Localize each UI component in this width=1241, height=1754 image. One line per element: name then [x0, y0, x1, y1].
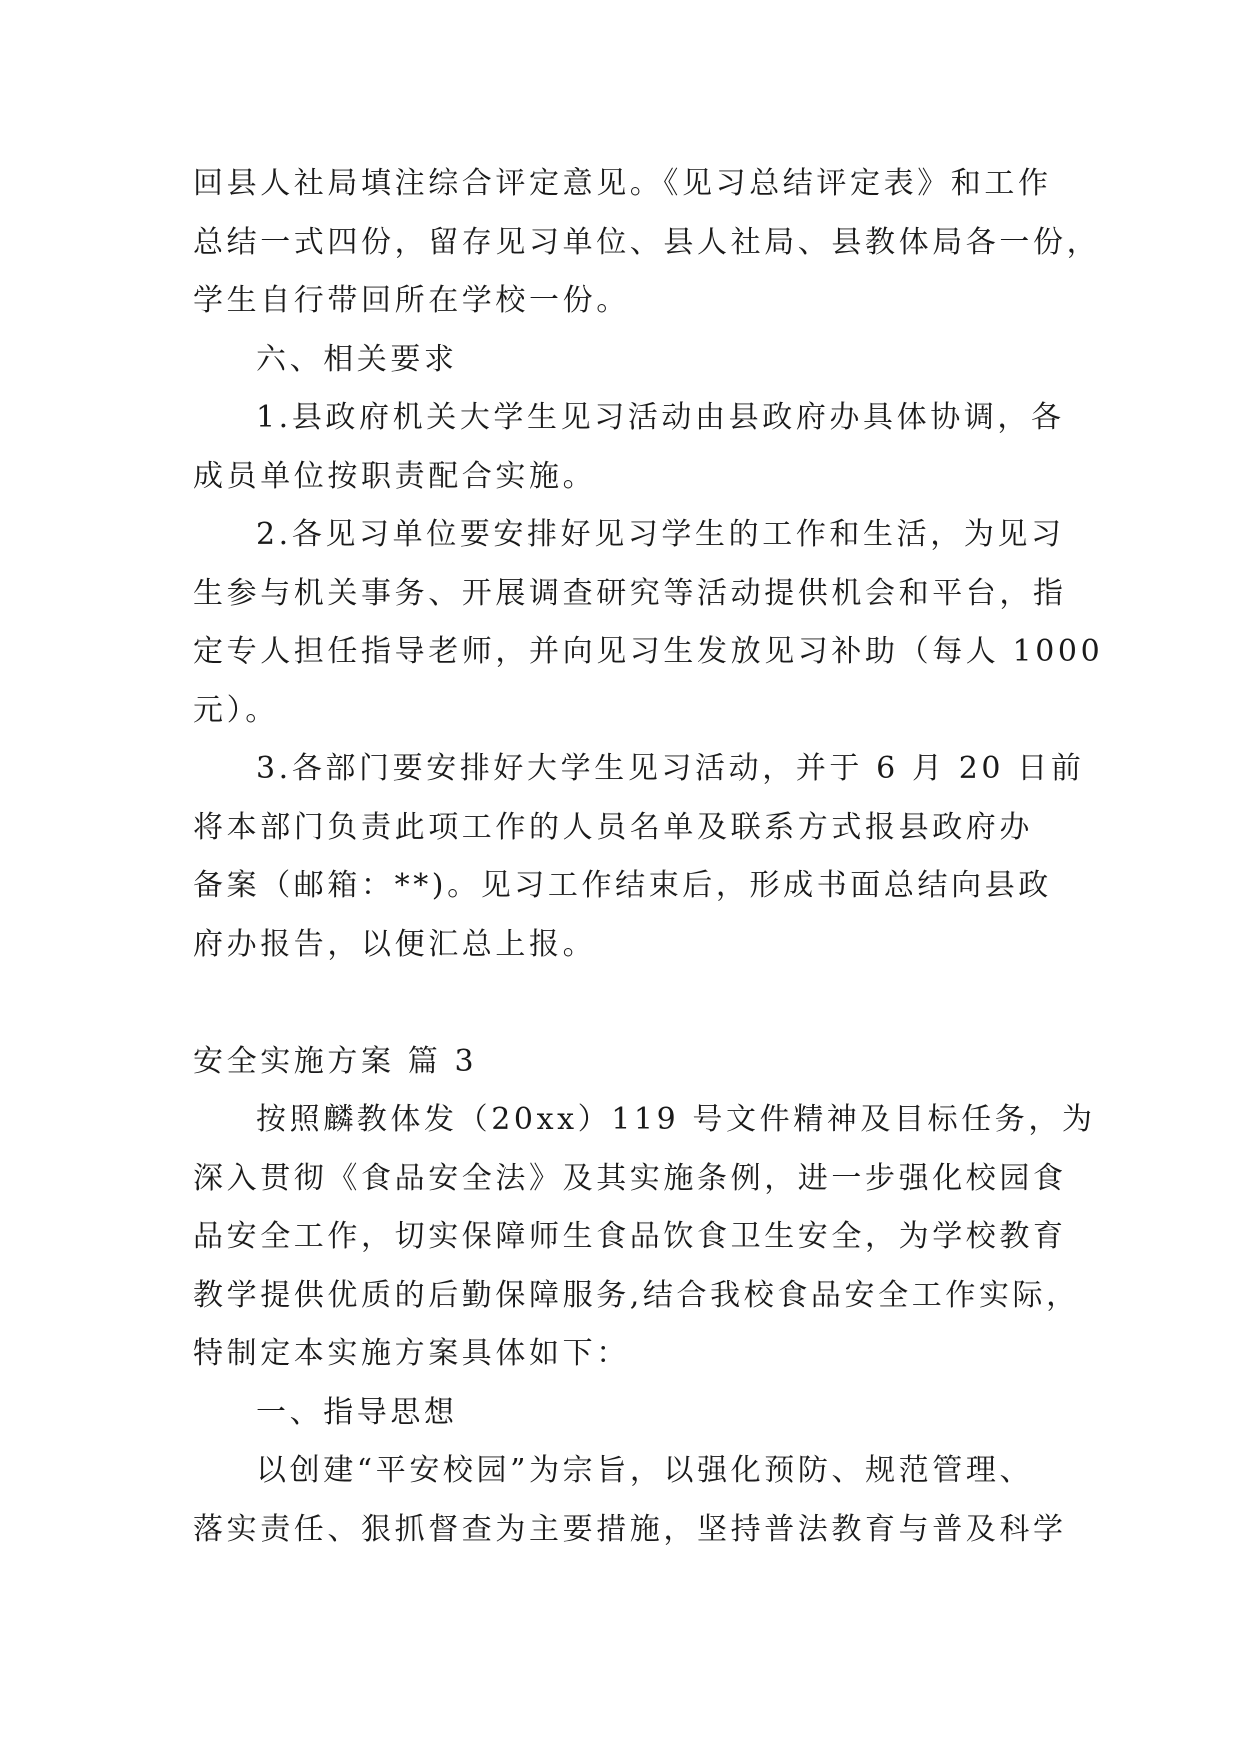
paragraph-gap [193, 974, 1063, 1033]
text-line: 生参与机关事务、开展调查研究等活动提供机会和平台，指 [193, 575, 1067, 611]
text-line: 深入贯彻《食品安全法》及其实施条例，进一步强化校园食 [193, 1160, 1067, 1196]
document-body [193, 155, 1104, 1559]
section-heading: 一、指导思想 [256, 1394, 458, 1430]
section-heading: 六、相关要求 [256, 341, 458, 377]
text-line: 教学提供优质的后勤保障服务,结合我校食品安全工作实际， [193, 1277, 1080, 1313]
text-line: 将本部门负责此项工作的人员名单及联系方式报县政府办 [193, 809, 1033, 845]
text-line: 备案（邮箱：**)。见习工作结束后，形成书面总结向县政 [193, 868, 1052, 903]
text-line: 府办报告，以便汇总上报。 [193, 926, 597, 962]
text-line: 按照麟教体发（20xx）119 号文件精神及目标任务，为 [256, 1102, 1096, 1137]
text-line: 回县人社局填注综合评定意见。《见习总结评定表》和工作 [193, 166, 1052, 201]
section-title: 安全实施方案 篇 3 [193, 1043, 478, 1079]
text-line: 品安全工作，切实保障师生食品饮食卫生安全，为学校教育 [193, 1219, 1067, 1254]
text-line: 成员单位按职责配合实施。 [193, 458, 597, 494]
text-line: 以创建“平安校园”为宗旨，以强化预防、规范管理、 [256, 1453, 1034, 1488]
text-line: 特制定本实施方案具体如下： [193, 1336, 630, 1371]
text-line: 2.各见习单位要安排好见习学生的工作和生活，为见习 [256, 517, 1065, 552]
text-line: 学生自行带回所在学校一份。 [193, 283, 630, 318]
text-line: 1.县政府机关大学生见习活动由县政府办具体协调，各 [256, 400, 1065, 435]
text-line: 3.各部门要安排好大学生见习活动，并于 6 月 20 日前 [256, 751, 1085, 786]
text-line: 定专人担任指导老师，并向见习生发放见习补助（每人 1000 [193, 634, 1104, 669]
text-line: 元）。 [193, 692, 279, 728]
text-line: 落实责任、狠抓督查为主要措施，坚持普法教育与普及科学 [193, 1511, 1067, 1547]
text-line: 总结一式四份，留存见习单位、县人社局、县教体局各一份， [193, 224, 1101, 260]
